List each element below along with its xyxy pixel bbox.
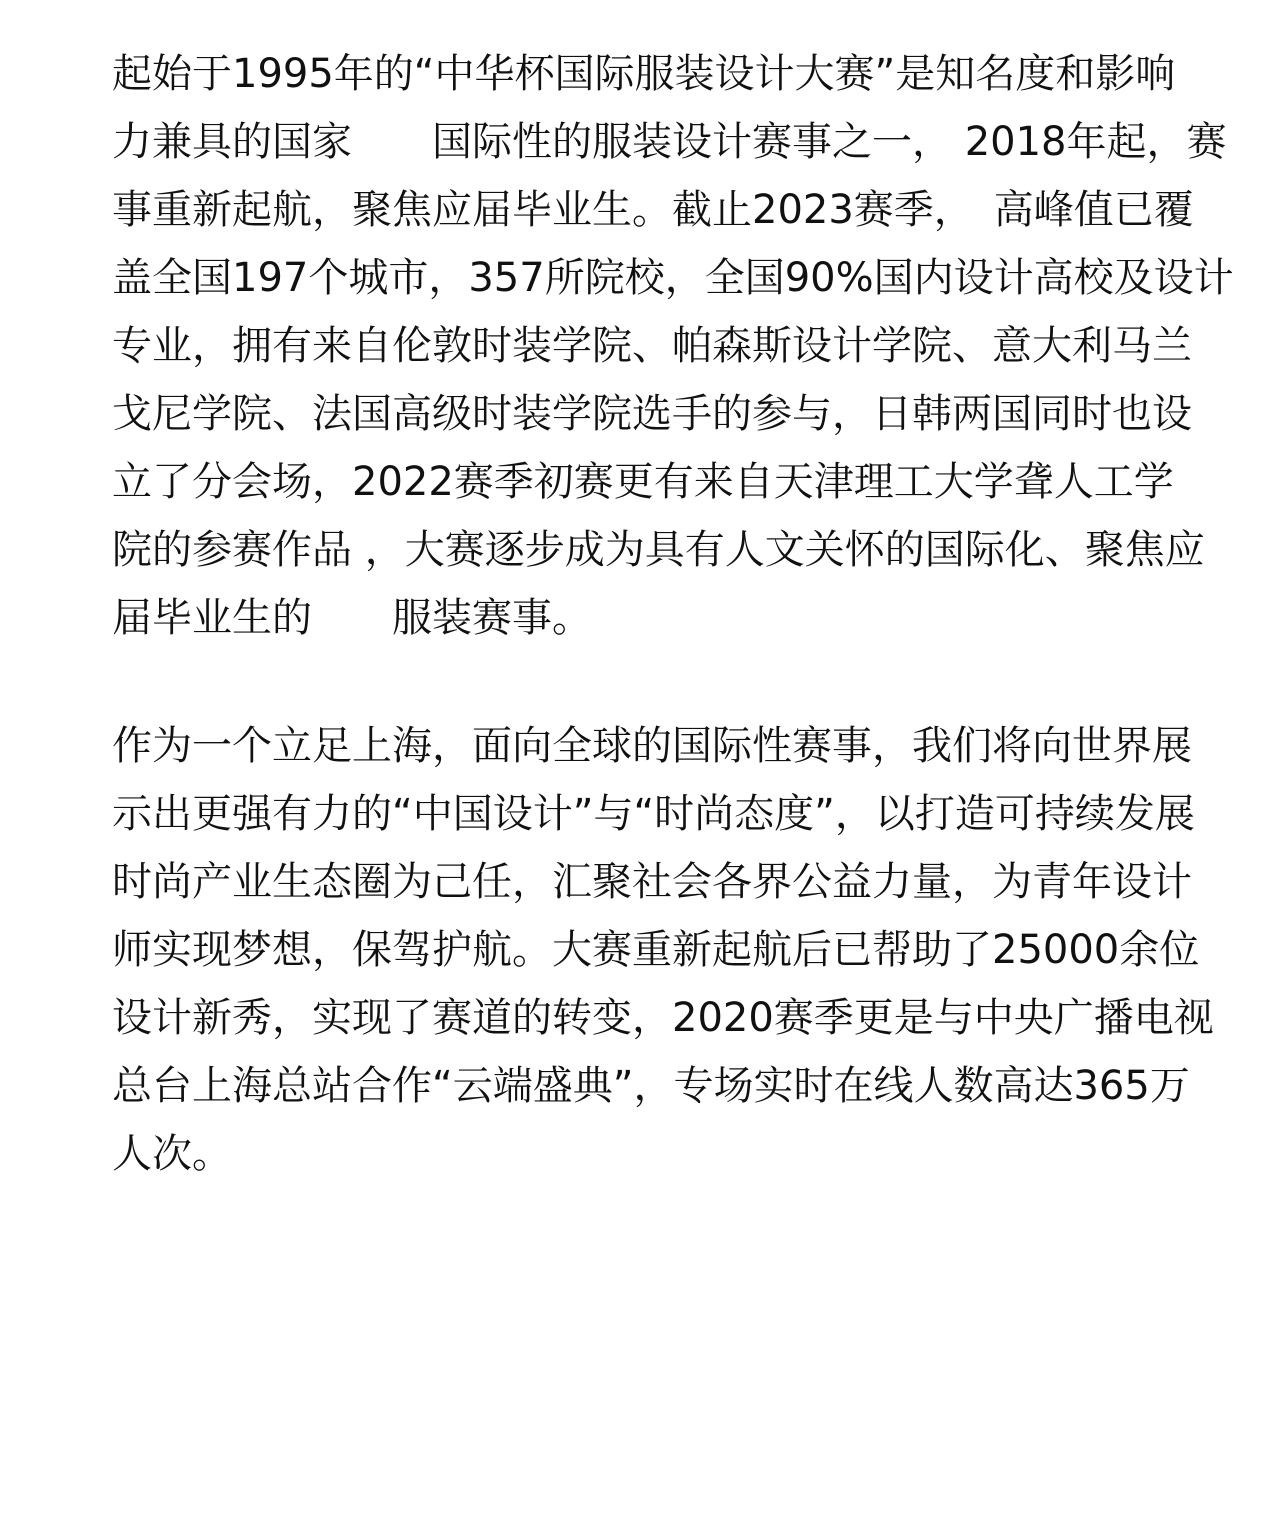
text-line: 师实现梦想，保驾护航。大赛重新起航后已帮助了25000余位 — [112, 927, 1200, 973]
text-line: 示出更强有力的“中国设计”与“时尚态度”，以打造可持续发展 — [112, 791, 1195, 837]
text-line: 人次。 — [112, 1131, 232, 1177]
text-line: 届毕业生的 服装赛事。 — [112, 595, 592, 641]
text-line: 起始于1995年的“中华杯国际服装设计大赛”是知名度和影响 — [112, 51, 1176, 97]
paragraph-history — [112, 40, 1234, 652]
paragraph-mission — [112, 712, 1214, 1188]
article-body — [112, 40, 1234, 1188]
text-line: 戈尼学院、法国高级时装学院选手的参与，日韩两国同时也设 — [112, 391, 1192, 437]
text-line: 立了分会场，2022赛季初赛更有来自天津理工大学聋人工学 — [112, 459, 1174, 505]
text-line: 力兼具的国家 国际性的服装设计赛事之一， 2018年起，赛 — [112, 119, 1227, 165]
text-line: 院的参赛作品 ，大赛逐步成为具有人文关怀的国际化、聚焦应 — [112, 527, 1205, 573]
text-line: 专业，拥有来自伦敦时装学院、帕森斯设计学院、意大利马兰 — [112, 323, 1192, 369]
text-line: 设计新秀，实现了赛道的转变，2020赛季更是与中央广播电视 — [112, 995, 1214, 1041]
text-line: 作为一个立足上海，面向全球的国际性赛事，我们将向世界展 — [112, 723, 1192, 769]
text-line: 盖全国197个城市，357所院校，全国90%国内设计高校及设计 — [112, 255, 1234, 301]
paragraph-spacer — [112, 652, 1172, 712]
text-line: 总台上海总站合作“云端盛典”，专场实时在线人数高达365万 — [112, 1063, 1190, 1109]
text-line: 事重新起航，聚焦应届毕业生。截止2023赛季， 高峰值已覆 — [112, 187, 1194, 233]
text-line: 时尚产业生态圈为己任，汇聚社会各界公益力量，为青年设计 — [112, 859, 1192, 905]
